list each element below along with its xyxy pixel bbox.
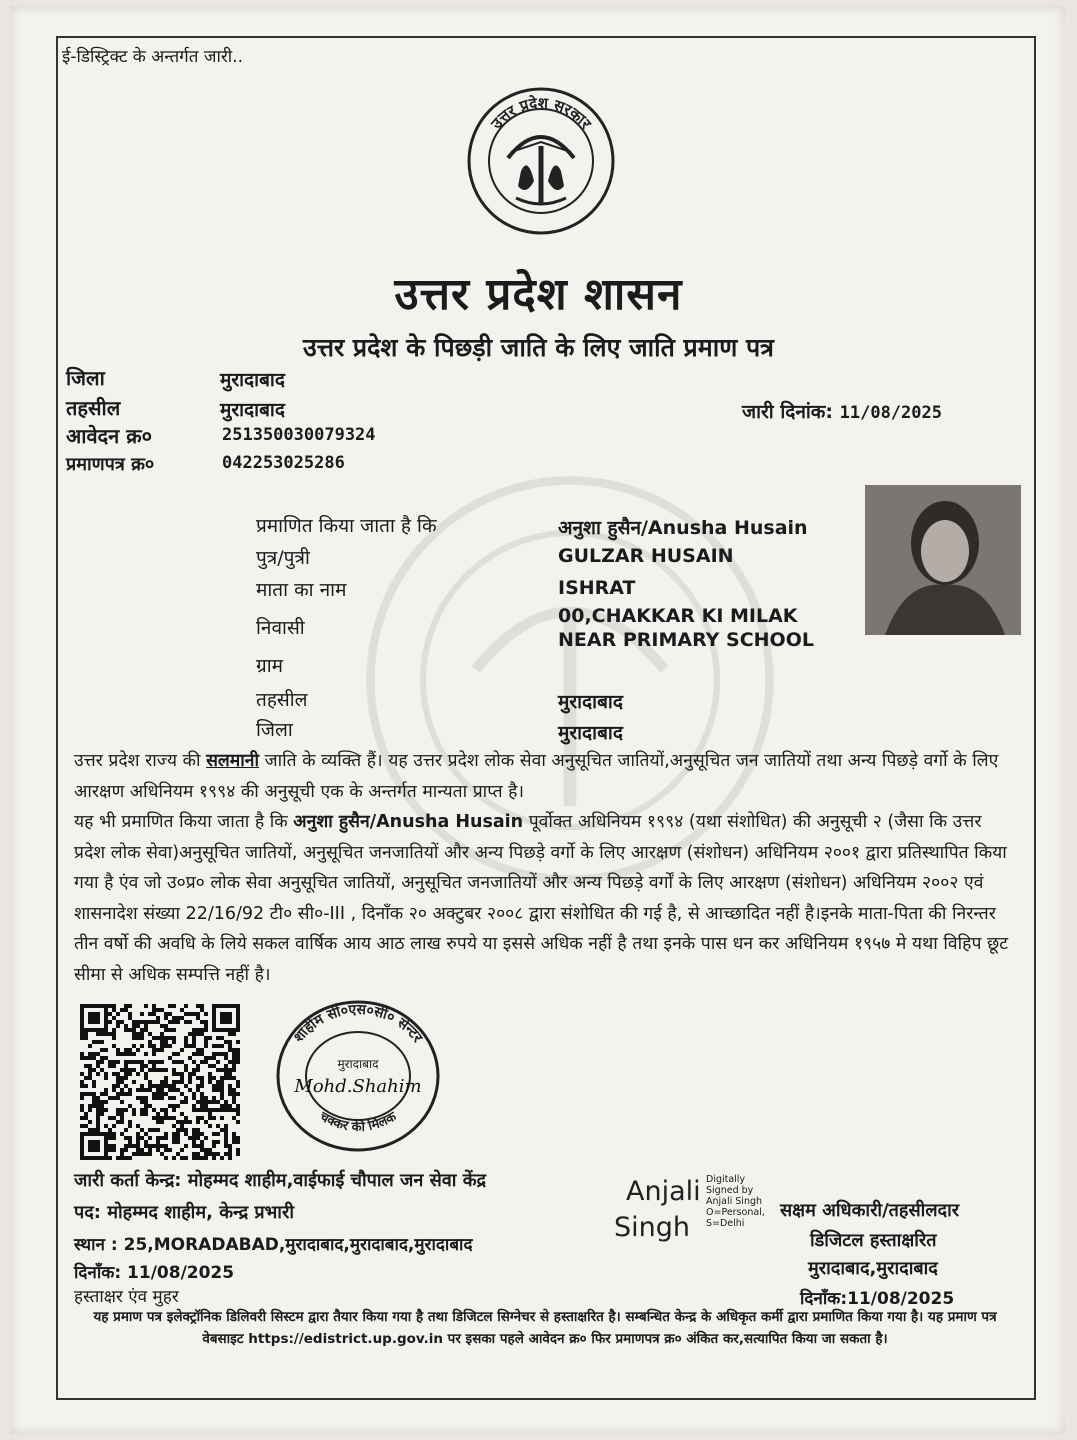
svg-text:चक्कर की मिलक: चक्कर की मिलक xyxy=(316,1109,400,1136)
issuer-place: स्थान : 25,MORADABAD,मुरादाबाद,मुरादाबाद,मुरादाबाद xyxy=(74,1235,473,1255)
person-tehsil-label: तहसील xyxy=(256,689,308,711)
father-name: GULZAR HUSAIN xyxy=(558,545,734,567)
district-label: जिला xyxy=(66,366,105,390)
person-district-label: जिला xyxy=(256,719,293,741)
person-district-value: मुरादाबाद xyxy=(558,722,623,744)
svg-text:मुरादाबाद: मुरादाबाद xyxy=(337,1057,379,1071)
person-tehsil-value: मुरादाबाद xyxy=(558,691,623,713)
address-line-2: NEAR PRIMARY SCHOOL xyxy=(558,629,814,651)
certificate-number-label: प्रमाणपत्र क्र० xyxy=(66,454,155,475)
center-seal-stamp xyxy=(272,996,444,1156)
digital-signature-details: Digitally Signed by Anjali Singh O=Personal, S=Delhi xyxy=(706,1174,765,1229)
digital-signer-first-name: Anjali xyxy=(626,1176,701,1207)
application-number-value: 251350030079324 xyxy=(222,425,376,445)
mother-name: ISHRAT xyxy=(558,577,636,599)
digital-signer-last-name: Singh xyxy=(614,1212,691,1243)
issue-date-label: जारी दिनांक: xyxy=(742,401,833,423)
officer-title: सक्षम अधिकारी/तहसीलदार xyxy=(780,1200,960,1221)
resident-label: निवासी xyxy=(256,617,305,639)
svg-text:उत्तर प्रदेश सरकार: उत्तर प्रदेश सरकार xyxy=(487,93,595,133)
svg-text:Mohd.Shahim: Mohd.Shahim xyxy=(294,1076,422,1097)
district-value: मुरादाबाद xyxy=(220,369,285,391)
applicant-photo xyxy=(865,485,1021,635)
certification-paragraph: यह भी प्रमाणित किया जाता है कि अनुशा हुसैन/Anusha Husain पूर्वोक्त अधिनियम १९९४ (यथा संशोधित) की अनुसूची २ (जैसा कि उत्तर प्रदेश लोक सेवा)अनुसूचित जातियों, अनुसूचित जनजातियों और अन्य पिछड़े वर्गो के लिए आरक्षण (संशोधन) अधिनियम २००१ द्वारा प्रतिस्थापित किया गया है एंव जो उ०प्र० लोक सेवा अनुसूचित जातियों, अनुसूचित जनजातियों और अन्य पिछड़े वर्गों के लिए आरक्षण (संशोधन) अधिनियम २००२ एवं शासनादेश संख्या 22/16/92 टी० सी०-III , दिनाँक २० अक्टुबर २००८ द्वारा संशोधित की गई है, से आच्छादित नहीं है।इनके माता-पिता की निरन्तर तीन वर्षो की अवधि के लिये सकल वार्षिक आय आठ लाख रुपये या इससे अधिक नहीं है तथा इनके पास धन कर अधिनियम १९५७ मे यथा विहिप छूट सीमा से अधिक सम्पत्ति नहीं है। xyxy=(74,812,1009,985)
officer-signed: डिजिटल हस्ताक्षरित xyxy=(810,1230,937,1251)
paragraph-applicant-name: अनुशा हुसैन/Anusha Husain xyxy=(293,812,524,832)
application-number-label: आवेदन क्र० xyxy=(66,424,153,448)
person-photo-icon xyxy=(865,485,1021,635)
address-line-1: 00,CHAKKAR KI MILAK xyxy=(558,605,798,627)
svg-text:शाहीम सी०एस०सी० सेन्टर: शाहीम सी०एस०सी० सेन्टर xyxy=(290,1001,426,1046)
page-title: उत्तर प्रदेश शासन xyxy=(394,269,683,320)
certified-label: प्रमाणित किया जाता है कि xyxy=(256,515,437,537)
child-of-label: पुत्र/पुत्री xyxy=(256,547,310,569)
officer-date: दिनाँक:11/08/2025 xyxy=(800,1289,955,1309)
issued-under-text: ई-डिस्ट्रिक्ट के अन्तर्गत जारी.. xyxy=(62,47,244,67)
issuing-center: जारी कर्ता केन्द्र: मोहम्मद शाहीम,वाईफाई चौपाल जन सेवा केंद्र xyxy=(74,1170,487,1191)
mother-label: माता का नाम xyxy=(256,579,347,601)
issue-date-value: 11/08/2025 xyxy=(839,403,942,423)
issue-date xyxy=(742,398,942,424)
tehsil-value: मुरादाबाद xyxy=(220,399,285,421)
issuer-post: पद: मोहम्मद शाहीम, केन्द्र प्रभारी xyxy=(74,1202,294,1223)
sign-and-seal-label: हस्ताक्षर एंव मुहर xyxy=(74,1287,179,1307)
qr-code xyxy=(80,1004,240,1160)
tehsil-label: तहसील xyxy=(66,396,121,420)
footer-note: यह प्रमाण पत्र इलेक्ट्रॉनिक डिलिवरी सिस्टम द्वारा तैयार किया गया है तथा डिजिटल सिग्नेचर से हस्ताक्षरित है। सम्बन्धित केन्द्र के अधिकृत कर्मी द्वारा प्रमाणित किया गया है। यह प्रमाण पत्र वेबसाइट https://edistrict.up.gov.in पर इसका पहले आवेदन क्र० फिर प्रमाणपत्र क्र० अंकित कर,सत्यापित किया जा सकता है। xyxy=(93,1309,997,1347)
caste-name: सलमानी xyxy=(206,751,260,771)
certificate-subtitle: उत्तर प्रदेश के पिछड़ी जाति के लिए जाति प्रमाण पत्र xyxy=(303,333,774,362)
caste-paragraph: उत्तर प्रदेश राज्य की सलमानी जाति के व्यक्ति हैं। यह उत्तर प्रदेश लोक सेवा अनुसूचित जातियों,अनुसूचित जन जातियों तथा अन्य पिछड़े वर्गो के लिए आरक्षण अधिनियम १९९४ की अनुसूची एक के अन्तर्गत मान्यता प्राप्त है। xyxy=(74,751,999,802)
issuer-date: दिनाँक: 11/08/2025 xyxy=(74,1263,235,1283)
village-label: ग्राम xyxy=(256,655,283,677)
up-government-emblem-icon xyxy=(466,86,616,236)
certificate-number-value: 042253025286 xyxy=(222,453,345,473)
officer-place: मुरादाबाद,मुरादाबाद xyxy=(808,1258,938,1279)
applicant-name: अनुशा हुसैन/Anusha Husain xyxy=(558,517,808,539)
